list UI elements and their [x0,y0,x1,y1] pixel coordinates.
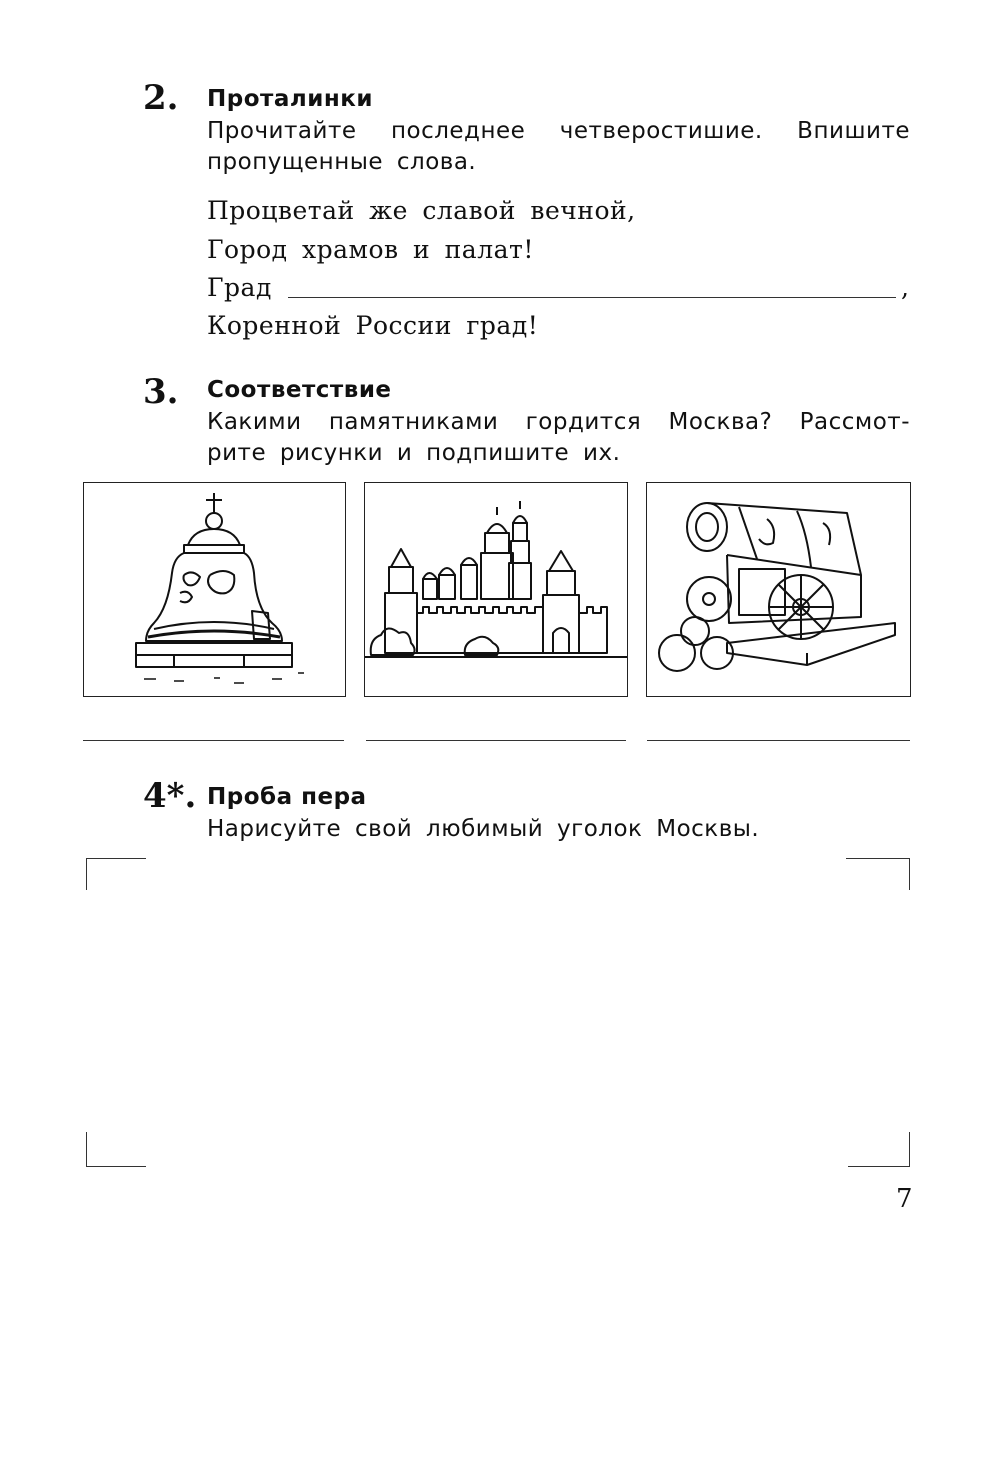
drawing-area-corner-bottom-left [86,1166,146,1167]
page-number: 7 [896,1184,914,1214]
kremlin-illustration [365,483,627,696]
drawing-area-corner-bottom-right [848,1166,910,1167]
tsar-bell-illustration [84,483,345,696]
drawing-area-corner-top-left [86,858,146,859]
task-3-number: 3. [143,372,179,412]
poem-line-2: Город храмов и палат! [207,235,534,264]
poem-line-3-suffix: , [901,273,910,302]
task-4-number: 4*. [143,776,197,816]
drawing-area-corner-bottom-right-v [909,1132,910,1166]
tsar-bell-answer-line[interactable] [83,740,344,741]
tsar-cannon-picture-frame [646,482,911,697]
task-2-title: Проталинки [207,86,373,112]
poem-answer-line[interactable] [288,297,896,298]
tsar-cannon-illustration [647,483,910,696]
task-4-instruction: Нарисуйте свой любимый уголок Москвы. [207,816,760,842]
drawing-area-corner-top-right [846,858,910,859]
tsar-cannon-answer-line[interactable] [647,740,910,741]
drawing-area-corner-bottom-left-v [86,1132,87,1166]
poem-line-1: Процветай же славой вечной, [207,196,636,225]
task-2-number: 2. [143,78,179,118]
task-3-instruction-line-1: Какими памятниками гордится Москва? Рассмот- [207,409,910,435]
task-2-instruction-line-1: Прочитайте последнее четверостишие. Впишите [207,118,910,144]
kremlin-picture-frame [364,482,628,697]
drawing-area-corner-top-left-v [86,858,87,890]
poem-line-3-prefix: Град [207,273,272,302]
task-3-title: Соответствие [207,377,392,403]
drawing-area-corner-top-right-v [909,858,910,890]
poem-line-4: Коренной России град! [207,311,539,340]
task-3-instruction-line-2: рите рисунки и подпишите их. [207,440,621,466]
kremlin-answer-line[interactable] [366,740,626,741]
drawing-area[interactable] [86,858,910,1466]
task-2-instruction-line-2: пропущенные слова. [207,149,477,175]
tsar-bell-picture-frame [83,482,346,697]
task-4-title: Проба пера [207,784,367,810]
